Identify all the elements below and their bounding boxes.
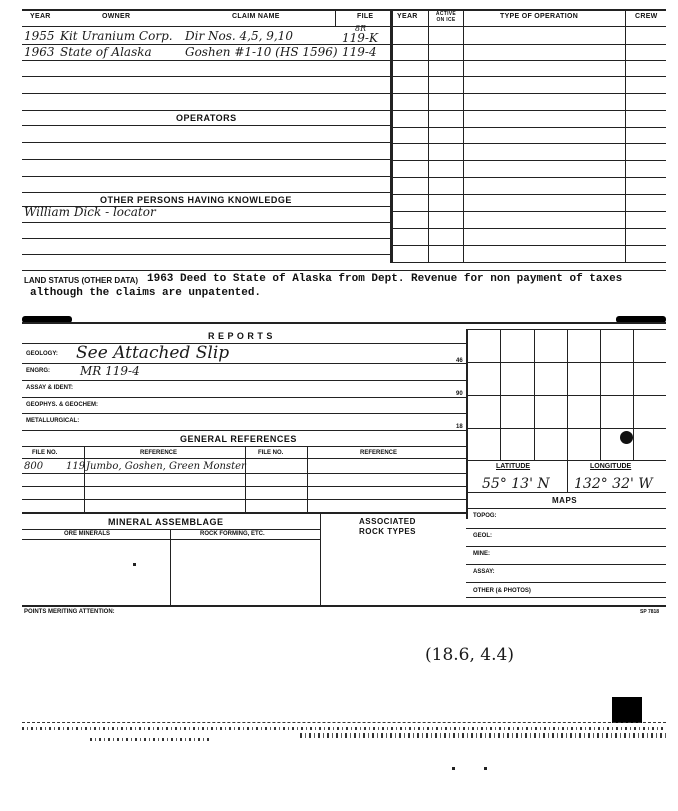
rule	[22, 9, 666, 11]
reference-text: Jumbo, Goshen, Green Monster	[86, 461, 246, 472]
rule	[466, 395, 666, 396]
ink-dot	[484, 767, 487, 770]
maps-topog-label: TOPOG:	[473, 513, 497, 519]
rule	[22, 539, 320, 540]
rule	[392, 245, 666, 246]
rule	[22, 446, 466, 447]
rule	[392, 143, 666, 144]
reports-heading: R E P O R T S	[208, 331, 273, 341]
land-status-label: LAND STATUS (OTHER DATA)	[24, 276, 139, 285]
maps-other-label: OTHER (& PHOTOS)	[473, 588, 531, 594]
operators-heading: OPERATORS	[176, 113, 237, 123]
longitude-value: 132° 32' W	[574, 476, 653, 492]
rule	[22, 254, 390, 255]
divider	[625, 9, 626, 263]
location-marker-icon	[620, 431, 633, 444]
claim-year: 1963	[24, 45, 55, 59]
rock-forming-label: ROCK FORMING, ETC.	[200, 531, 265, 537]
latitude-value: 55° 13' N	[482, 476, 550, 492]
land-status-text: 1963 Deed to State of Alaska from Dept. Revenue for non payment of taxes	[147, 273, 623, 285]
maps-assay-label: ASSAY:	[473, 569, 495, 575]
rule	[22, 529, 320, 530]
rule	[22, 270, 666, 271]
reference-number: 119	[66, 461, 86, 472]
col-reference: REFERENCE	[140, 450, 178, 456]
rule	[392, 93, 666, 94]
maps-heading: MAPS	[552, 496, 578, 505]
rule	[466, 492, 666, 493]
rule	[392, 44, 666, 45]
rule	[22, 125, 390, 126]
header-year-2: YEAR	[397, 13, 418, 20]
rule	[22, 512, 466, 514]
rule	[466, 508, 666, 509]
claim-name: Dir Nos. 4,5, 9,10	[185, 29, 293, 43]
scan-noise	[90, 738, 210, 741]
col-file-no: FILE NO.	[32, 450, 58, 456]
other-persons-heading: OTHER PERSONS HAVING KNOWLEDGE	[100, 195, 292, 205]
rule	[466, 564, 666, 565]
rule	[22, 222, 390, 223]
rule	[22, 380, 466, 381]
rule	[392, 60, 666, 61]
ore-minerals-label: ORE MINERALS	[64, 531, 111, 537]
report-number: 90	[456, 391, 463, 397]
engrg-value: MR 119-4	[80, 364, 140, 378]
geology-label: GEOLOGY:	[26, 351, 58, 357]
rule	[22, 397, 466, 398]
claim-owner: Kit Uranium Corp.	[60, 29, 173, 43]
rule	[392, 76, 666, 77]
col-file-no-2: FILE NO.	[258, 450, 284, 456]
other-person-entry: William Dick - locator	[24, 205, 156, 219]
rule	[22, 238, 390, 239]
header-active-on-ice: ACTIVE ON ICE	[435, 11, 457, 23]
report-number: 46	[456, 358, 463, 364]
rule	[466, 582, 666, 583]
rule	[466, 460, 666, 461]
rule	[392, 228, 666, 229]
points-meriting-attention: POINTS MERITING ATTENTION:	[24, 609, 115, 615]
engrg-label: ENGRG:	[26, 368, 50, 374]
rule	[22, 142, 390, 143]
header-crew: CREW	[635, 13, 658, 20]
rock-types-heading: ROCK TYPES	[359, 527, 417, 536]
rule	[22, 473, 466, 474]
rule	[22, 605, 666, 607]
rule	[392, 110, 666, 111]
coordinates-note: (18.6, 4.4)	[425, 645, 514, 665]
form-number: SP 7818	[640, 609, 660, 615]
header-claim-name: CLAIM NAME	[232, 13, 280, 20]
rule	[22, 60, 390, 61]
divider	[320, 512, 321, 605]
rule	[392, 194, 666, 195]
scan-noise	[22, 727, 666, 730]
divider	[84, 446, 85, 512]
scan-noise	[300, 733, 666, 738]
claim-file-top: 8R	[355, 24, 367, 33]
rule	[22, 192, 390, 193]
rule	[22, 458, 466, 459]
mineral-assemblage-heading: MINERAL ASSEMBLAGE	[108, 517, 224, 527]
claim-owner: State of Alaska	[60, 45, 152, 59]
divider	[245, 446, 246, 512]
rule	[392, 262, 666, 263]
rule	[466, 597, 666, 598]
divider	[392, 9, 393, 263]
rule	[466, 362, 666, 363]
ink-dot	[452, 767, 455, 770]
col-reference-2: REFERENCE	[360, 450, 398, 456]
land-status-text: although the claims are unpatented.	[30, 287, 262, 299]
rule	[22, 159, 390, 160]
associated-heading: ASSOCIATED	[359, 517, 416, 526]
latitude-label: LATITUDE	[496, 463, 531, 470]
divider	[170, 529, 171, 605]
rule	[22, 486, 466, 487]
rule	[466, 329, 666, 330]
rule	[392, 177, 666, 178]
rule	[22, 93, 390, 94]
rule	[392, 127, 666, 128]
claim-name: Goshen #1-10 (HS 1596)	[185, 45, 338, 59]
longitude-label: LONGITUDE	[590, 463, 632, 470]
header-file: FILE	[357, 13, 374, 20]
rule	[22, 176, 390, 177]
ink-dot	[133, 563, 136, 566]
claim-file: 119-K	[342, 31, 378, 45]
claim-year: 1955	[24, 29, 55, 43]
geophys-label: GEOPHYS. & GEOCHEM:	[26, 402, 99, 408]
scan-noise	[22, 722, 666, 723]
metallurgical-label: METALLURGICAL:	[26, 418, 80, 424]
rule	[466, 428, 666, 429]
rule	[22, 499, 466, 500]
divider	[428, 9, 429, 263]
rule	[22, 430, 466, 431]
geology-value: See Attached Slip	[76, 343, 230, 363]
rule	[466, 546, 666, 547]
rule	[466, 528, 666, 529]
rule	[22, 413, 466, 414]
divider	[466, 329, 468, 519]
rule	[22, 76, 390, 77]
reference-file: 800	[24, 461, 44, 472]
rule	[22, 322, 666, 324]
divider	[307, 446, 308, 512]
general-references-heading: GENERAL REFERENCES	[180, 434, 297, 444]
header-owner: OWNER	[102, 13, 131, 20]
assay-label: ASSAY & IDENT:	[26, 385, 74, 391]
rule	[22, 110, 390, 111]
rule	[392, 211, 666, 212]
header-type-of-operation: TYPE OF OPERATION	[500, 13, 579, 20]
scan-artifact	[612, 697, 642, 723]
claim-file: 119-4	[342, 45, 377, 59]
rule	[392, 160, 666, 161]
header-year: YEAR	[30, 13, 51, 20]
report-number: 18	[456, 424, 463, 430]
divider	[335, 9, 336, 27]
maps-geol-label: GEOL:	[473, 533, 492, 539]
rule	[22, 26, 666, 27]
divider	[567, 460, 568, 492]
maps-mine-label: MINE:	[473, 551, 490, 557]
divider	[463, 9, 464, 263]
